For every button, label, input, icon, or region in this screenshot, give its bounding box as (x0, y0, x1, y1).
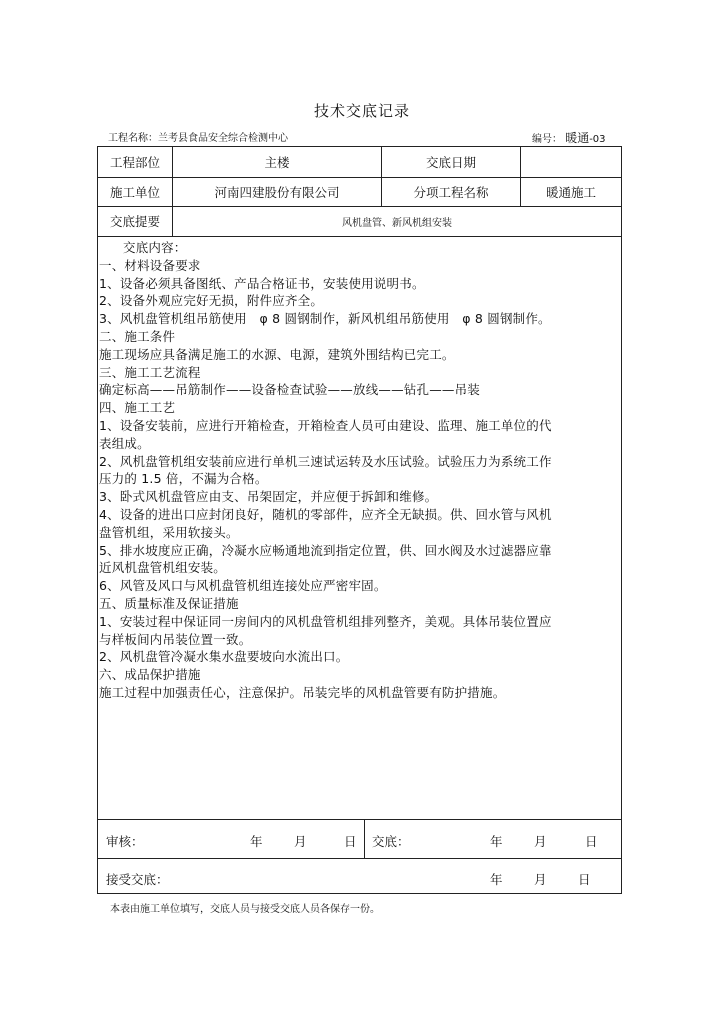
project-name-line (108, 129, 288, 144)
content-line: 1、设备必须具备图纸、产品合格证书，安装使用说明书。 (99, 275, 425, 291)
handover-year: 年 (490, 834, 503, 849)
content-line: 四、施工工艺 (99, 400, 176, 416)
document-title: 技术交底记录 (313, 102, 410, 120)
col-divider (364, 819, 365, 858)
content-line: 2、风机盘管机组安装前应进行单机三速试运转及水压试验。试验压力为系统工作 (99, 453, 552, 469)
handover-day: 日 (585, 834, 598, 849)
content-line: 一、材料设备要求 (99, 257, 201, 273)
receive-year: 年 (490, 872, 503, 887)
content-line: 施工现场应具备满足施工的水源、电源，建筑外围结构已完工。 (99, 346, 455, 362)
label-handover-date: 交底日期 (425, 155, 476, 170)
label-summary: 交底提要 (109, 214, 160, 229)
content-line: 5、排水坡度应正确，冷凝水应畅通地流到指定位置，供、回水阀及水过滤器应靠 (99, 542, 552, 558)
handover-month: 月 (534, 834, 547, 849)
content-line: 2、设备外观应完好无损，附件应齐全。 (99, 293, 324, 309)
content-line: 1、安装过程中保证同一房间内的风机盘管机组排列整齐，美观。具体吊装位置应 (99, 613, 552, 629)
project-name: 兰考县食品安全综合检测中心 (158, 133, 288, 144)
doc-number-line (532, 129, 606, 146)
value-handover-date (521, 147, 621, 177)
content-line: 4、设备的进出口应封闭良好，随机的零部件，应齐全无缺损。供、回水管与风机 (99, 506, 552, 522)
value-project-part: 主楼 (264, 155, 290, 170)
content-line: 施工过程中加强责任心，注意保护。吊装完毕的风机盘管要有防护措施。 (99, 684, 506, 700)
receive-label: 接受交底： (106, 872, 169, 887)
content-line: 压力的 1.5 倍，不漏为合格。 (99, 471, 268, 487)
value-sub-project: 暖通施工 (545, 184, 596, 200)
label-construction-unit: 施工单位 (109, 184, 160, 200)
label-sub-project: 分项工程名称 (413, 184, 489, 200)
row-divider (98, 236, 621, 237)
value-construction-unit: 河南四建股份有限公司 (214, 184, 340, 200)
footer-note: 本表由施工单位填写，交底人员与接受交底人员各保存一份。 (110, 904, 380, 915)
row-divider (98, 858, 621, 859)
doc-number: 暖通 (565, 131, 590, 145)
receive-month: 月 (534, 872, 547, 887)
content-line: 3、风机盘管机组吊筋使用 φ 8 圆钢制作，新风机组吊筋使用 φ 8 圆钢制作。 (99, 311, 551, 327)
row-divider (98, 819, 621, 820)
doc-number-suffix: -03 (589, 134, 606, 145)
content-line: 近风机盘管机组安装。 (99, 560, 227, 576)
content-line: 六、成品保护措施 (99, 667, 201, 683)
content-line: 三、施工工艺流程 (99, 364, 201, 380)
content-line: 与样板间内吊装位置一致。 (99, 631, 252, 647)
review-month: 月 (294, 834, 307, 849)
label-project-part: 工程部位 (109, 155, 160, 170)
content-line: 盘管机组，采用软接头。 (99, 524, 239, 540)
content-line: 6、风管及风口与风机盘管机组连接处应严密牢固。 (99, 578, 387, 594)
handover-label: 交底： (372, 834, 410, 849)
project-name-label: 工程名称： (108, 133, 158, 144)
content-line: 五、质量标准及保证措施 (99, 595, 239, 611)
content-line: 交底内容： (123, 240, 187, 255)
content-line: 3、卧式风机盘管应由支、吊架固定，并应便于拆卸和维修。 (99, 489, 438, 505)
content-line: 确定标高——吊筋制作——设备检查试验——放线——钻孔——吊装 (99, 382, 481, 398)
content-line: 表组成。 (99, 435, 150, 451)
handover-content (99, 239, 619, 702)
receive-day: 日 (578, 872, 591, 887)
value-summary: 风机盘管、新风机组安装 (342, 217, 452, 229)
review-day: 日 (344, 834, 357, 849)
content-line: 1、设备安装前，应进行开箱检查，开箱检查人员可由建设、监理、施工单位的代 (99, 417, 552, 433)
content-line: 2、风机盘管冷凝水集水盘要坡向水流出口。 (99, 649, 349, 665)
review-year: 年 (250, 834, 263, 849)
doc-number-label: 编号： (532, 134, 562, 145)
content-line: 二、施工条件 (99, 328, 176, 344)
review-label: 审核： (106, 834, 144, 849)
